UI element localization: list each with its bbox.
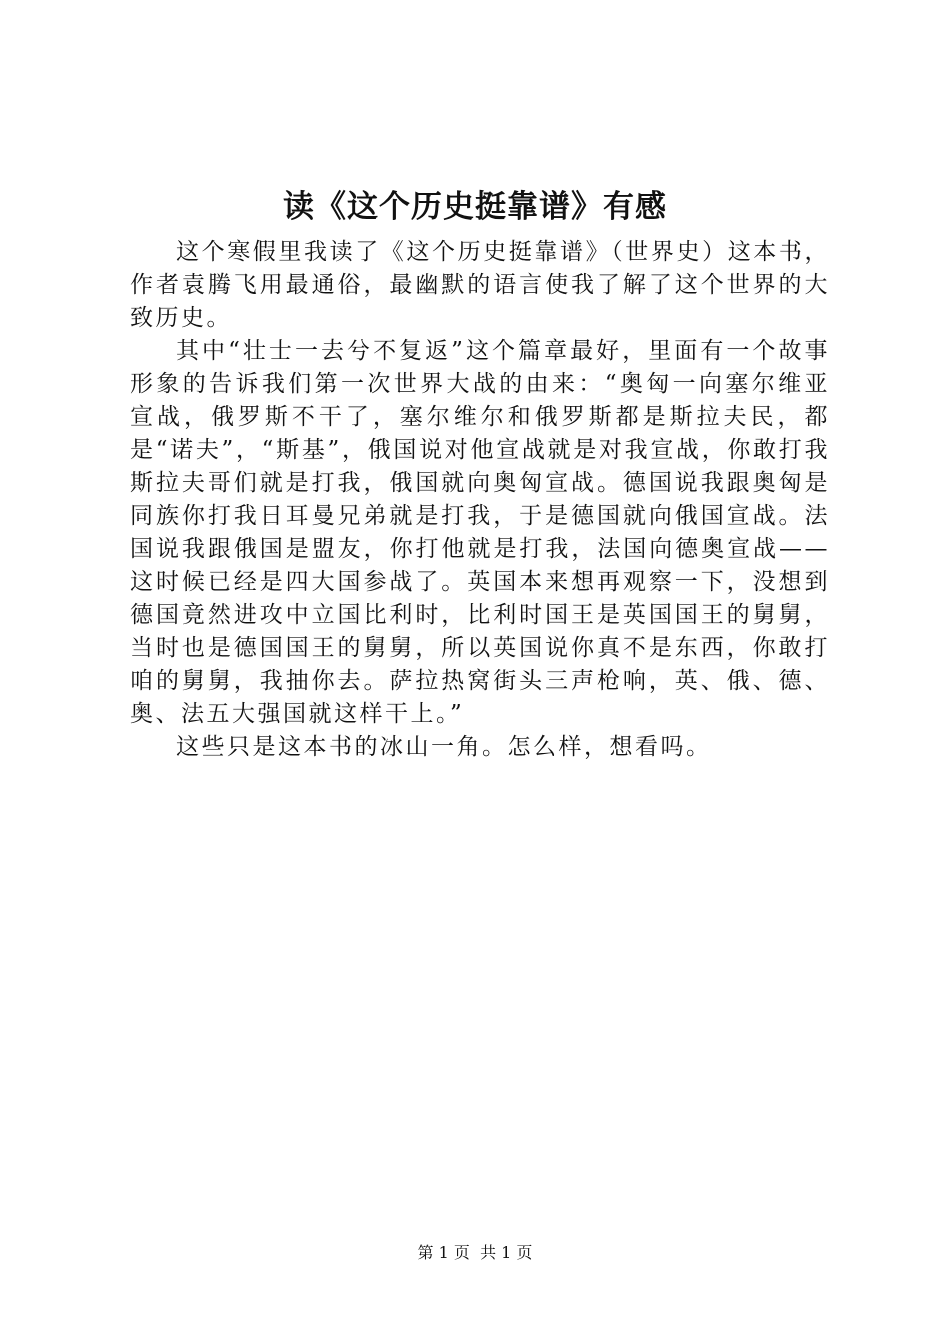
document-body	[130, 236, 830, 764]
paragraph-story: 其中“壮士一去兮不复返”这个篇章最好，里面有一个故事形象的告诉我们第一次世界大战的由来：“奥匈一向塞尔维亚宣战，俄罗斯不干了，塞尔维尔和俄罗斯都是斯拉夫民，都是“诺夫”，“斯基”，俄国说对他宣战就是对我宣战，你敢打我斯拉夫哥们就是打我，俄国就向奥匈宣战。德国说我跟奥匈是同族你打我日耳曼兄弟就是打我，于是德国就向俄国宣战。法国说我跟俄国是盟友，你打他就是打我，法国向德奥宣战——这时候已经是四大国参战了。英国本来想再观察一下，没想到德国竟然进攻中立国比利时，比利时国王是英国国王的舅舅，当时也是德国国王的舅舅，所以英国说你真不是东西，你敢打咱的舅舅，我抽你去。萨拉热窝街头三声枪响，英、俄、德、奥、法五大强国就这样干上。”	[130, 338, 830, 727]
page-footer	[0, 1241, 950, 1265]
page-number-label: 第 1 页 共 1 页	[417, 1243, 533, 1262]
paragraph-intro: 这个寒假里我读了《这个历史挺靠谱》（世界史）这本书，作者袁腾飞用最通俗，最幽默的语言使我了解了这个世界的大致历史。	[130, 239, 830, 331]
paragraph-closing: 这些只是这本书的冰山一角。怎么样，想看吗。	[176, 734, 712, 760]
document-title: 读《这个历史挺靠谱》有感	[283, 189, 667, 225]
